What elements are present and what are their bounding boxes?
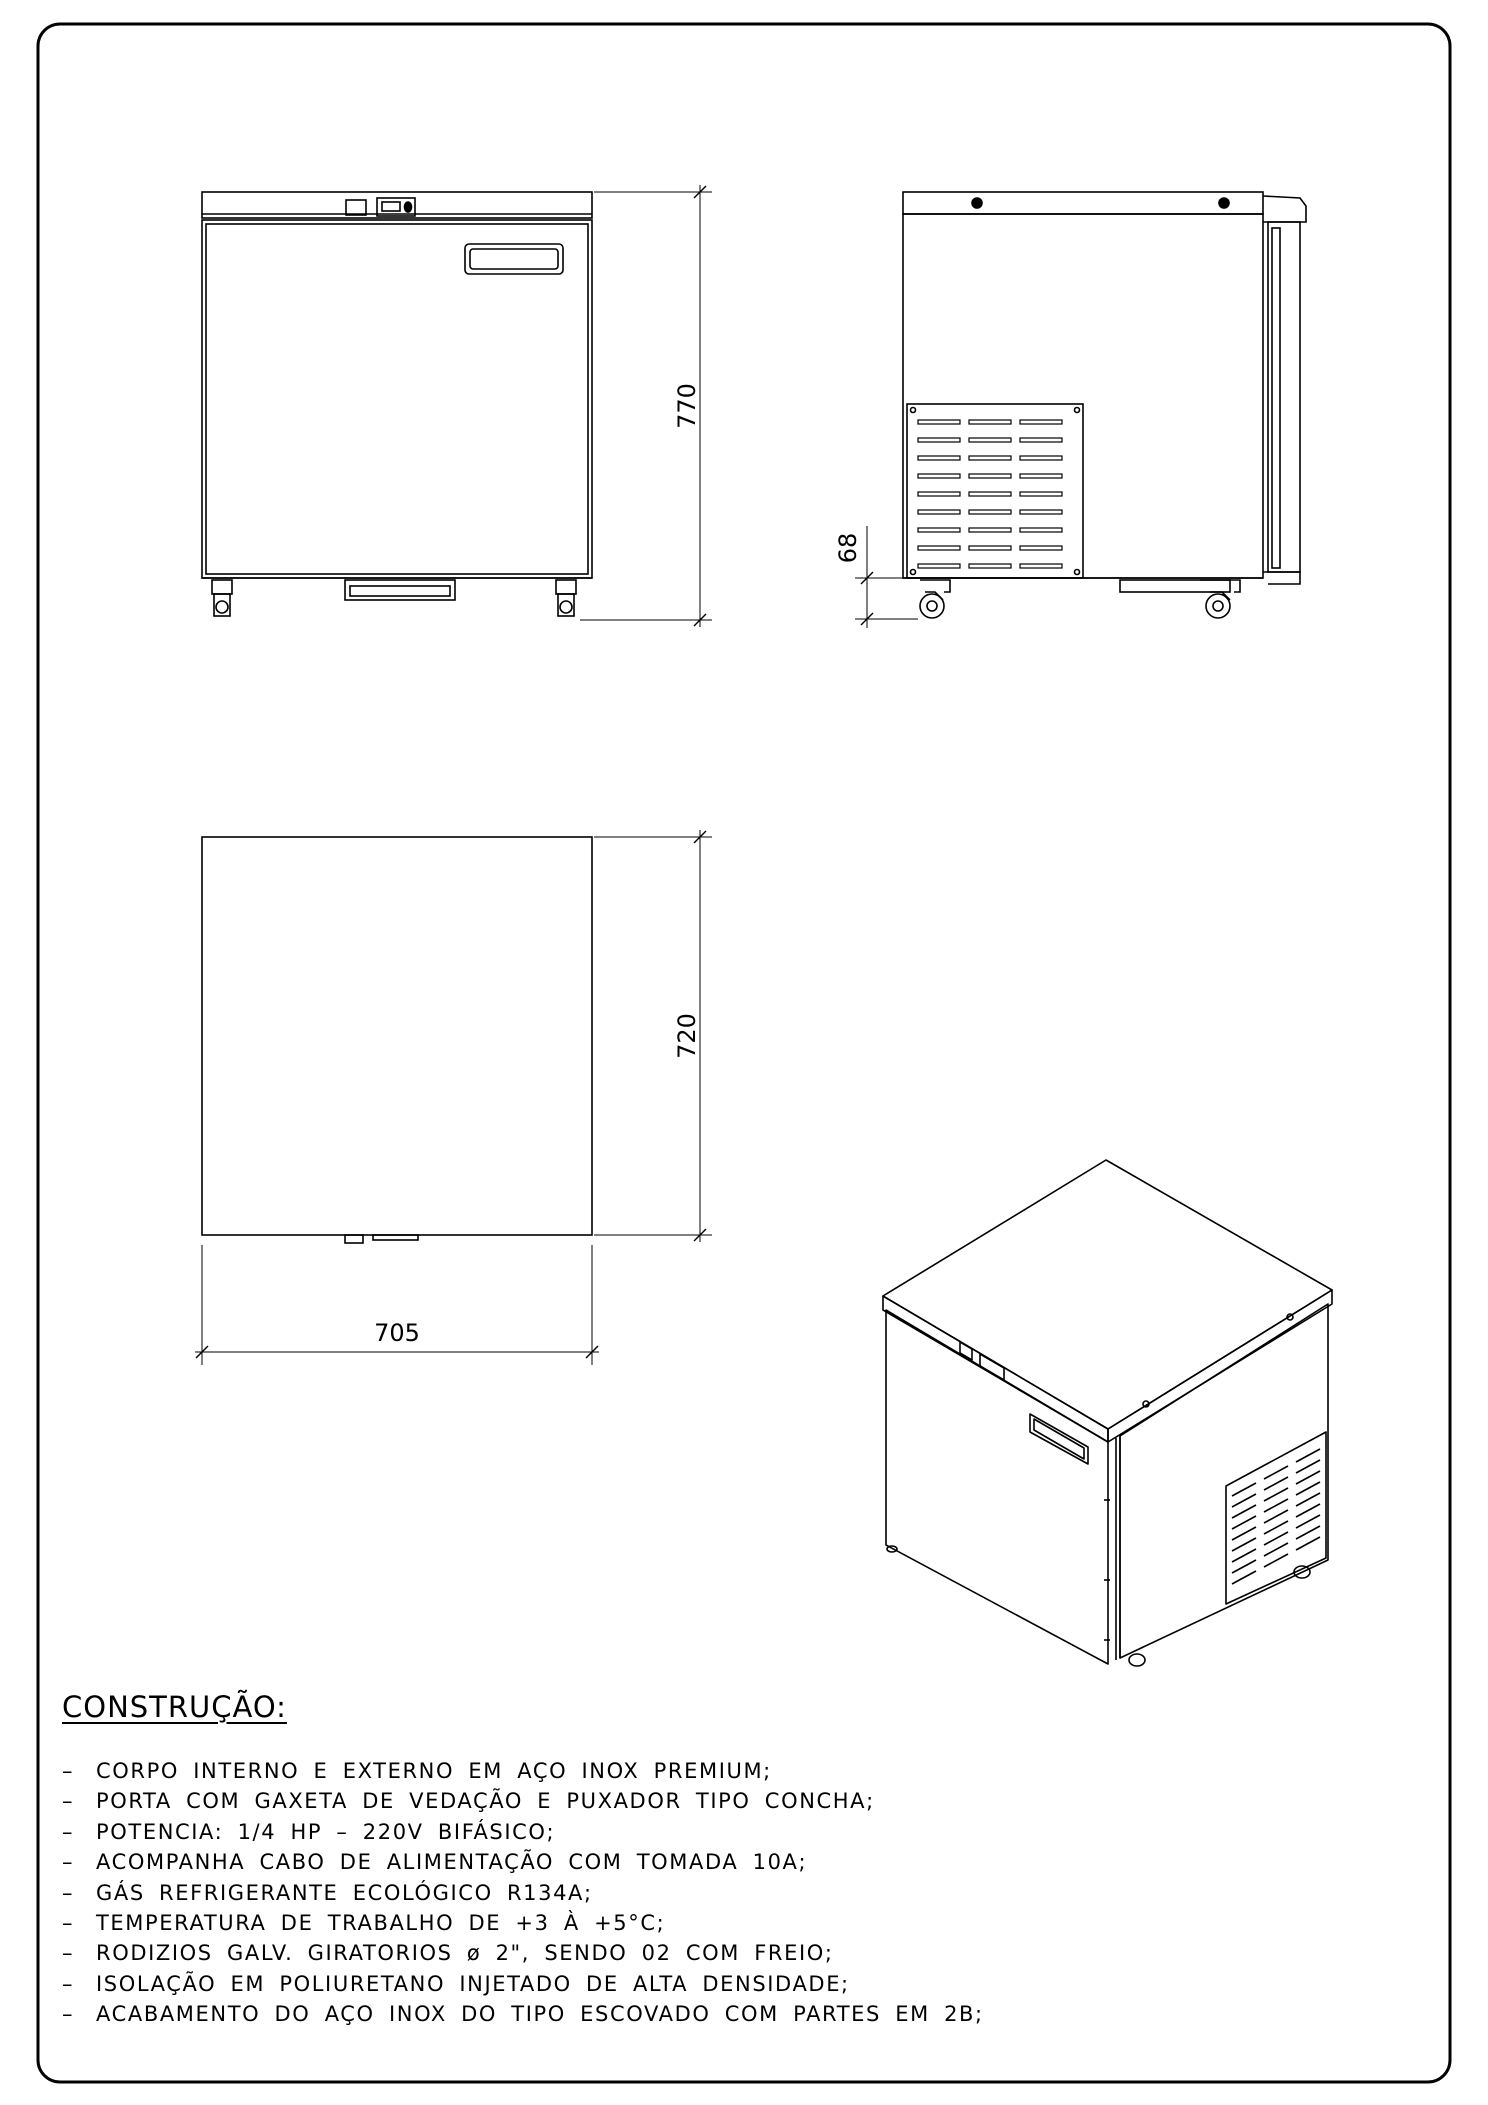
iso-grille-slot <box>1264 1477 1288 1490</box>
grille-slot <box>1020 546 1062 550</box>
construction-title: CONSTRUÇÃO: <box>62 1690 287 1724</box>
grille-slot <box>969 564 1011 568</box>
construction-item <box>62 1969 1412 1999</box>
iso-grille-slot <box>1296 1493 1320 1506</box>
grille-slot <box>1020 528 1062 532</box>
grille-slot <box>918 474 960 478</box>
construction-item-text: ISOLAÇÃO EM POLIURETANO INJETADO DE ALTA DENSIDADE; <box>96 1971 850 1996</box>
grille-slot <box>918 420 960 424</box>
side-view-base <box>855 526 1263 628</box>
bullet-dash: – <box>62 2002 75 2027</box>
iso-grille-slot <box>1296 1449 1320 1462</box>
front-view <box>202 185 712 627</box>
iso-grille-slot <box>1232 1505 1256 1518</box>
thermostat-display <box>346 200 366 215</box>
iso-grille-slot <box>1296 1460 1320 1473</box>
iso-grille-slot <box>1232 1527 1256 1540</box>
construction-item-text: PORTA COM GAXETA DE VEDAÇÃO E PUXADOR TIPO CONCHA; <box>96 1789 875 1814</box>
grille-slot <box>1020 492 1062 496</box>
grille-slot <box>1020 510 1062 514</box>
grille-slot <box>918 492 960 496</box>
bullet-dash: – <box>62 1941 75 1966</box>
iso-grille-slot <box>1264 1521 1288 1534</box>
bullet-dash: – <box>62 1911 75 1936</box>
grille-slot <box>1020 438 1062 442</box>
grille-slot <box>918 510 960 514</box>
iso-grille-slot <box>1232 1494 1256 1507</box>
dim-height-label: 770 <box>673 383 701 429</box>
grille-slot <box>1020 456 1062 460</box>
construction-item <box>62 1908 1412 1938</box>
construction-item <box>62 1938 1412 1968</box>
iso-grille-slot <box>1296 1471 1320 1484</box>
grille-slot <box>969 420 1011 424</box>
side-view <box>903 192 1306 584</box>
dim-base-height-label: 68 <box>834 532 862 564</box>
iso-grille-slot <box>1264 1488 1288 1501</box>
construction-item <box>62 1878 1412 1908</box>
bullet-dash: – <box>62 1850 75 1875</box>
grille-slot <box>969 438 1011 442</box>
iso-grille-slot <box>1232 1560 1256 1573</box>
construction-item-text: GÁS REFRIGERANTE ECOLÓGICO R134A; <box>96 1880 593 1905</box>
iso-grille-slot <box>1264 1543 1288 1556</box>
bullet-dash: – <box>62 1880 75 1905</box>
grille-slot <box>1020 420 1062 424</box>
iso-grille-slot <box>1264 1554 1288 1567</box>
construction-item <box>62 1847 1412 1877</box>
caster-right <box>556 580 576 616</box>
isometric-view <box>883 1160 1332 1666</box>
iso-grille-slot <box>1296 1482 1320 1495</box>
caster-left <box>212 580 232 616</box>
dim-width-label: 705 <box>374 1319 420 1347</box>
construction-list <box>62 1756 1412 2030</box>
grille-slot <box>969 492 1011 496</box>
iso-grille-slot <box>1264 1466 1288 1479</box>
construction-item <box>62 1756 1412 1786</box>
iso-grille-slot <box>1296 1537 1320 1550</box>
construction-item <box>62 1999 1412 2029</box>
construction-item-text: RODIZIOS GALV. GIRATORIOS ø 2", SENDO 02 COM FREIO; <box>96 1941 834 1966</box>
bullet-dash: – <box>62 1789 75 1814</box>
iso-top <box>883 1160 1332 1429</box>
iso-grille-slot <box>1296 1515 1320 1528</box>
iso-grille-slot <box>1264 1510 1288 1523</box>
construction-specs <box>62 1690 1412 2030</box>
construction-item-text: ACABAMENTO DO AÇO INOX DO TIPO ESCOVADO COM PARTES EM 2B; <box>96 2002 984 2027</box>
grille-slot <box>918 546 960 550</box>
iso-grille-slot <box>1296 1504 1320 1517</box>
grille-slot <box>1020 564 1062 568</box>
construction-item-text: TEMPERATURA DE TRABALHO DE +3 À +5°C; <box>96 1911 666 1936</box>
ventilation-grille <box>907 404 1083 578</box>
grille-slot <box>918 456 960 460</box>
bullet-dash: – <box>62 1971 75 1996</box>
construction-item <box>62 1786 1412 1816</box>
grille-slot <box>918 438 960 442</box>
top-view-outline <box>202 837 592 1235</box>
construction-item-text: POTENCIA: 1/4 HP – 220V BIFÁSICO; <box>96 1819 556 1844</box>
top-view <box>195 830 712 1365</box>
construction-item-text: CORPO INTERNO E EXTERNO EM AÇO INOX PREMIUM; <box>96 1759 772 1783</box>
iso-grille-slot <box>1232 1571 1256 1584</box>
construction-item-text: ACOMPANHA CABO DE ALIMENTAÇÃO COM TOMADA 10A; <box>96 1850 808 1875</box>
grille-slot <box>969 510 1011 514</box>
grille-slot <box>1020 474 1062 478</box>
iso-grille-slot <box>1232 1516 1256 1529</box>
iso-grille-slot <box>1232 1483 1256 1496</box>
iso-grille-slot <box>1264 1499 1288 1512</box>
grille-slot <box>918 528 960 532</box>
bullet-dash: – <box>62 1819 75 1844</box>
grille-slot <box>969 546 1011 550</box>
dim-depth-label: 720 <box>673 1013 701 1059</box>
grille-slot <box>969 456 1011 460</box>
iso-grille-slot <box>1264 1532 1288 1545</box>
iso-grille-slot <box>1232 1538 1256 1551</box>
grille-slot <box>918 564 960 568</box>
grille-slots <box>918 420 1062 568</box>
iso-grille-slot <box>1232 1549 1256 1562</box>
grille-slot <box>969 474 1011 478</box>
bullet-dash: – <box>62 1759 75 1783</box>
iso-grille-slots <box>1232 1449 1320 1584</box>
iso-grille-slot <box>1296 1526 1320 1539</box>
grille-slot <box>969 528 1011 532</box>
construction-item <box>62 1817 1412 1847</box>
